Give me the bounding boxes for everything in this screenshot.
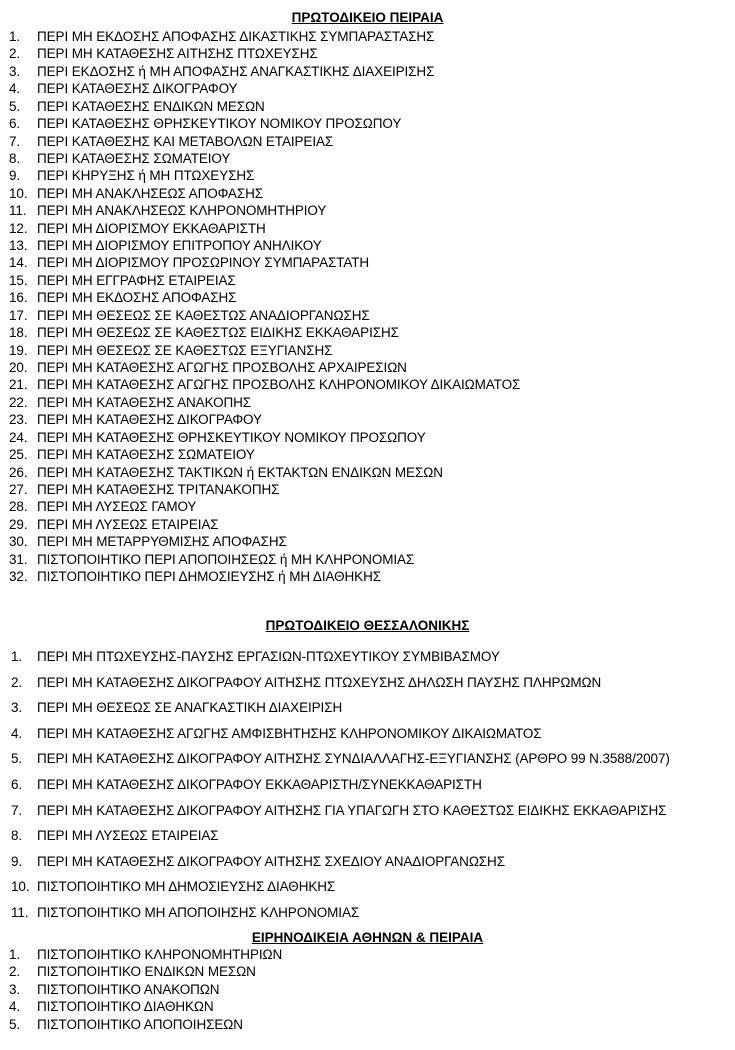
item-number: 2. bbox=[11, 674, 23, 690]
item-text: ΠΕΡΙ ΚΗΡΥΞΗΣ ή ΜΗ ΠΤΩΧΕΥΣΗΣ bbox=[37, 168, 255, 184]
item-text: ΠΙΣΤΟΠΟΙΗΤΙΚΟ ΕΝΔΙΚΩΝ ΜΕΣΩΝ bbox=[37, 964, 256, 980]
item-number: 15. bbox=[9, 272, 28, 288]
item-text: ΠΕΡΙ ΚΑΤΑΘΕΣΗΣ ΕΝΔΙΚΩΝ ΜΕΣΩΝ bbox=[37, 98, 265, 114]
section-title-thessaloniki-court: ΠΡΩΤΟΔΙΚΕΙΟ ΘΕΣΣΑΛΟΝΙΚΗΣ bbox=[265, 618, 470, 633]
item-number: 30. bbox=[9, 534, 28, 550]
item-number: 5. bbox=[11, 751, 23, 767]
item-number: 27. bbox=[9, 481, 28, 497]
section-title-piraeus-court: ΠΡΩΤΟΔΙΚΕΙΟ ΠΕΙΡΑΙΑ bbox=[291, 10, 444, 25]
item-text: ΠΕΡΙ ΚΑΤΑΘΕΣΗΣ ΔΙΚΟΓΡΑΦΟΥ bbox=[37, 81, 238, 97]
item-text: ΠΕΡΙ ΚΑΤΑΘΕΣΗΣ ΣΩΜΑΤΕΙΟΥ bbox=[37, 150, 231, 166]
item-number: 1. bbox=[9, 29, 21, 44]
item-number: 10. bbox=[9, 185, 28, 201]
item-number: 7. bbox=[11, 802, 23, 818]
item-text: ΠΕΡΙ ΜΗ ΘΕΣΕΩΣ ΣΕ ΚΑΘΕΣΤΩΣ ΕΞΥΓΙΑΝΣΗΣ bbox=[37, 342, 333, 358]
item-number: 1. bbox=[9, 947, 21, 962]
item-text: ΠΕΡΙ ΜΗ ΚΑΤΑΘΕΣΗΣ ΔΙΚΟΓΡΑΦΟΥ ΑΙΤΗΣΗΣ ΠΤΩΧΕΥΣΗΣ ΔΗΛΩΣΗ ΠΑΥΣΗΣ ΠΛΗΡΩΜΩΝ bbox=[37, 674, 602, 690]
item-number: 3. bbox=[9, 63, 21, 79]
item-text: ΠΙΣΤΟΠΟΙΗΤΙΚΟ ΜΗ ΔΗΜΟΣΙΕΥΣΗΣ ΔΙΑΘΗΚΗΣ bbox=[37, 879, 336, 895]
item-text: ΠΕΡΙ ΜΗ ΕΚΔΟΣΗΣ ΑΠΟΦΑΣΗΣ ΔΙΚΑΣΤΙΚΗΣ ΣΥΜΠΑΡΑΣΤΑΣΗΣ bbox=[37, 29, 435, 44]
item-number: 25. bbox=[9, 447, 28, 463]
item-text: ΠΕΡΙ ΜΗ ΚΑΤΑΘΕΣΗΣ ΑΓΩΓΗΣ ΠΡΟΣΒΟΛΗΣ ΑΡΧΑΙΡΕΣΙΩΝ bbox=[37, 360, 407, 376]
item-text: ΠΕΡΙ ΜΗ ΚΑΤΑΘΕΣΗΣ ΔΙΚΟΓΡΑΦΟΥ ΕΚΚΑΘΑΡΙΣΤΗ/ΣΥΝΕΚΚΑΘΑΡΙΣΤΗ bbox=[37, 776, 482, 792]
item-text: ΠΕΡΙ ΚΑΤΑΘΕΣΗΣ ΘΡΗΣΚΕΥΤΙΚΟΥ ΝΟΜΙΚΟΥ ΠΡΟΣΩΠΟΥ bbox=[37, 116, 402, 132]
item-number: 20. bbox=[9, 360, 28, 376]
item-number: 32. bbox=[9, 569, 28, 585]
section-title-magistrates-courts: ΕΙΡΗΝΟΔΙΚΕΙΑ ΑΘΗΝΩΝ & ΠΕΙΡΑΙΑ bbox=[251, 930, 484, 945]
item-number: 4. bbox=[9, 81, 21, 97]
item-text: ΠΕΡΙ ΜΗ ΚΑΤΑΘΕΣΗΣ ΔΙΚΟΓΡΑΦΟΥ ΑΙΤΗΣΗΣ ΓΙΑ ΥΠΑΓΩΓΗ ΣΤΟ ΚΑΘΕΣΤΩΣ ΕΙΔΙΚΗΣ ΕΚΚΑΘΑΡΙΣΗΣ bbox=[37, 802, 667, 818]
item-text: ΠΕΡΙ ΜΗ ΚΑΤΑΘΕΣΗΣ ΤΡΙΤΑΝΑΚΟΠΗΣ bbox=[37, 481, 280, 497]
item-text: ΠΙΣΤΟΠΟΙΗΤΙΚΟ ΚΛΗΡΟΝΟΜΗΤΗΡΙΩΝ bbox=[37, 947, 283, 962]
item-number: 11. bbox=[11, 904, 29, 920]
item-number: 1. bbox=[11, 649, 23, 664]
item-text: ΠΕΡΙ ΜΗ ΠΤΩΧΕΥΣΗΣ-ΠΑΥΣΗΣ ΕΡΓΑΣΙΩΝ-ΠΤΩΧΕΥΤΙΚΟΥ ΣΥΜΒΙΒΑΣΜΟΥ bbox=[37, 649, 500, 664]
item-number: 14. bbox=[9, 255, 28, 271]
item-text: ΠΕΡΙ ΜΗ ΚΑΤΑΘΕΣΗΣ ΔΙΚΟΓΡΑΦΟΥ ΑΙΤΗΣΗΣ ΣΧΕΔΙΟΥ ΑΝΑΔΙΟΡΓΑΝΩΣΗΣ bbox=[37, 853, 505, 869]
item-number: 16. bbox=[9, 290, 28, 306]
item-text: ΠΕΡΙ ΜΗ ΜΕΤΑΡΡΥΘΜΙΣΗΣ ΑΠΟΦΑΣΗΣ bbox=[37, 534, 287, 550]
item-text: ΠΕΡΙ ΜΗ ΛΥΣΕΩΣ ΓΑΜΟΥ bbox=[37, 499, 197, 515]
item-number: 19. bbox=[9, 342, 28, 358]
item-number: 9. bbox=[11, 853, 23, 869]
item-text: ΠΕΡΙ ΜΗ ΚΑΤΑΘΕΣΗΣ ΑΝΑΚΟΠΗΣ bbox=[37, 394, 252, 410]
item-text: ΠΙΣΤΟΠΟΙΗΤΙΚΟ ΠΕΡΙ ΑΠΟΠΟΙΗΣΕΩΣ ή ΜΗ ΚΛΗΡΟΝΟΜΙΑΣ bbox=[37, 551, 415, 567]
item-text: ΠΕΡΙ ΚΑΤΑΘΕΣΗΣ ΚΑΙ ΜΕΤΑΒΟΛΩΝ ΕΤΑΙΡΕΙΑΣ bbox=[37, 133, 334, 149]
item-number: 11. bbox=[9, 203, 27, 219]
item-number: 13. bbox=[9, 238, 28, 254]
item-text: ΠΕΡΙ ΜΗ ΛΥΣΕΩΣ ΕΤΑΙΡΕΙΑΣ bbox=[37, 828, 219, 844]
item-number: 2. bbox=[9, 964, 21, 980]
item-number: 28. bbox=[9, 499, 28, 515]
item-text: ΠΙΣΤΟΠΟΙΗΤΙΚΟ ΑΠΟΠΟΙΗΣΕΩΝ bbox=[37, 1016, 243, 1032]
item-text: ΠΕΡΙ ΜΗ ΚΑΤΑΘΕΣΗΣ ΘΡΗΣΚΕΥΤΙΚΟΥ ΝΟΜΙΚΟΥ ΠΡΟΣΩΠΟΥ bbox=[37, 429, 426, 445]
item-number: 23. bbox=[9, 412, 28, 428]
item-number: 8. bbox=[9, 150, 21, 166]
item-number: 10. bbox=[11, 879, 30, 895]
item-text: ΠΕΡΙ ΜΗ ΘΕΣΕΩΣ ΣΕ ΚΑΘΕΣΤΩΣ ΕΙΔΙΚΗΣ ΕΚΚΑΘΑΡΙΣΗΣ bbox=[37, 325, 399, 341]
item-text: ΠΕΡΙ ΜΗ ΚΑΤΑΘΕΣΗΣ ΔΙΚΟΓΡΑΦΟΥ ΑΙΤΗΣΗΣ ΣΥΝΔΙΑΛΛΑΓΗΣ-ΕΞΥΓΙΑΝΣΗΣ (ΑΡΘΡΟ 99 Ν.3588/2007) bbox=[37, 751, 670, 767]
item-number: 5. bbox=[9, 1016, 21, 1032]
item-number: 5. bbox=[9, 98, 21, 114]
item-text: ΠΕΡΙ ΜΗ ΚΑΤΑΘΕΣΗΣ ΑΙΤΗΣΗΣ ΠΤΩΧΕΥΣΗΣ bbox=[37, 46, 318, 62]
item-number: 12. bbox=[9, 220, 28, 236]
item-text: ΠΕΡΙ ΜΗ ΚΑΤΑΘΕΣΗΣ ΣΩΜΑΤΕΙΟΥ bbox=[37, 447, 255, 463]
item-number: 26. bbox=[9, 464, 28, 480]
item-text: ΠΕΡΙ ΜΗ ΔΙΟΡΙΣΜΟΥ ΕΠΙΤΡΟΠΟΥ ΑΝΗΛΙΚΟΥ bbox=[37, 238, 322, 254]
item-number: 4. bbox=[11, 725, 23, 741]
item-text: ΠΕΡΙ ΜΗ ΚΑΤΑΘΕΣΗΣ ΑΓΩΓΗΣ ΠΡΟΣΒΟΛΗΣ ΚΛΗΡΟΝΟΜΙΚΟΥ ΔΙΚΑΙΩΜΑΤΟΣ bbox=[37, 377, 521, 393]
item-number: 22. bbox=[9, 394, 28, 410]
item-text: ΠΕΡΙ ΕΚΔΟΣΗΣ ή ΜΗ ΑΠΟΦΑΣΗΣ ΑΝΑΓΚΑΣΤΙΚΗΣ ΔΙΑΧΕΙΡΙΣΗΣ bbox=[37, 63, 435, 79]
item-number: 6. bbox=[11, 776, 23, 792]
item-number: 7. bbox=[9, 133, 21, 149]
item-text: ΠΕΡΙ ΜΗ ΛΥΣΕΩΣ ΕΤΑΙΡΕΙΑΣ bbox=[37, 516, 219, 532]
item-number: 18. bbox=[9, 325, 28, 341]
item-text: ΠΕΡΙ ΜΗ ΑΝΑΚΛΗΣΕΩΣ ΚΛΗΡΟΝΟΜΗΤΗΡΙΟΥ bbox=[37, 203, 327, 219]
item-text: ΠΕΡΙ ΜΗ ΔΙΟΡΙΣΜΟΥ ΕΚΚΑΘΑΡΙΣΤΗ bbox=[37, 220, 266, 236]
item-text: ΠΕΡΙ ΜΗ ΑΝΑΚΛΗΣΕΩΣ ΑΠΟΦΑΣΗΣ bbox=[37, 185, 263, 201]
item-number: 24. bbox=[9, 429, 28, 445]
item-text: ΠΕΡΙ ΜΗ ΚΑΤΑΘΕΣΗΣ ΔΙΚΟΓΡΑΦΟΥ bbox=[37, 412, 262, 428]
item-number: 3. bbox=[9, 981, 21, 997]
item-number: 8. bbox=[11, 828, 23, 844]
item-number: 17. bbox=[9, 307, 28, 323]
item-text: ΠΙΣΤΟΠΟΙΗΤΙΚΟ ΔΙΑΘΗΚΩΝ bbox=[37, 999, 214, 1015]
item-text: ΠΕΡΙ ΜΗ ΘΕΣΕΩΣ ΣΕ ΚΑΘΕΣΤΩΣ ΑΝΑΔΙΟΡΓΑΝΩΣΗΣ bbox=[37, 307, 370, 323]
item-text: ΠΙΣΤΟΠΟΙΗΤΙΚΟ ΑΝΑΚΟΠΩΝ bbox=[37, 981, 220, 997]
item-number: 6. bbox=[9, 116, 21, 132]
item-text: ΠΕΡΙ ΜΗ ΚΑΤΑΘΕΣΗΣ ΤΑΚΤΙΚΩΝ ή ΕΚΤΑΚΤΩΝ ΕΝΔΙΚΩΝ ΜΕΣΩΝ bbox=[37, 464, 443, 480]
item-number: 31. bbox=[9, 551, 28, 567]
item-text: ΠΙΣΤΟΠΟΙΗΤΙΚΟ ΜΗ ΑΠΟΠΟΙΗΣΗΣ ΚΛΗΡΟΝΟΜΙΑΣ bbox=[37, 904, 360, 920]
item-text: ΠΕΡΙ ΜΗ ΔΙΟΡΙΣΜΟΥ ΠΡΟΣΩΡΙΝΟΥ ΣΥΜΠΑΡΑΣΤΑΤΗ bbox=[37, 255, 370, 271]
item-number: 9. bbox=[9, 168, 21, 184]
item-text: ΠΕΡΙ ΜΗ ΘΕΣΕΩΣ ΣΕ ΑΝΑΓΚΑΣΤΙΚΗ ΔΙΑΧΕΙΡΙΣΗ bbox=[37, 700, 343, 716]
item-text: ΠΕΡΙ ΜΗ ΕΚΔΟΣΗΣ ΑΠΟΦΑΣΗΣ bbox=[37, 290, 237, 306]
item-number: 29. bbox=[9, 516, 28, 532]
item-number: 3. bbox=[11, 700, 23, 716]
item-text: ΠΙΣΤΟΠΟΙΗΤΙΚΟ ΠΕΡΙ ΔΗΜΟΣΙΕΥΣΗΣ ή ΜΗ ΔΙΑΘΗΚΗΣ bbox=[37, 569, 381, 585]
item-number: 4. bbox=[9, 999, 21, 1015]
item-number: 2. bbox=[9, 46, 21, 62]
item-text: ΠΕΡΙ ΜΗ ΕΓΓΡΑΦΗΣ ΕΤΑΙΡΕΙΑΣ bbox=[37, 272, 236, 288]
item-text: ΠΕΡΙ ΜΗ ΚΑΤΑΘΕΣΗΣ ΑΓΩΓΗΣ ΑΜΦΙΣΒΗΤΗΣΗΣ ΚΛΗΡΟΝΟΜΙΚΟΥ ΔΙΚΑΙΩΜΑΤΟΣ bbox=[37, 725, 542, 741]
item-number: 21. bbox=[9, 377, 28, 393]
